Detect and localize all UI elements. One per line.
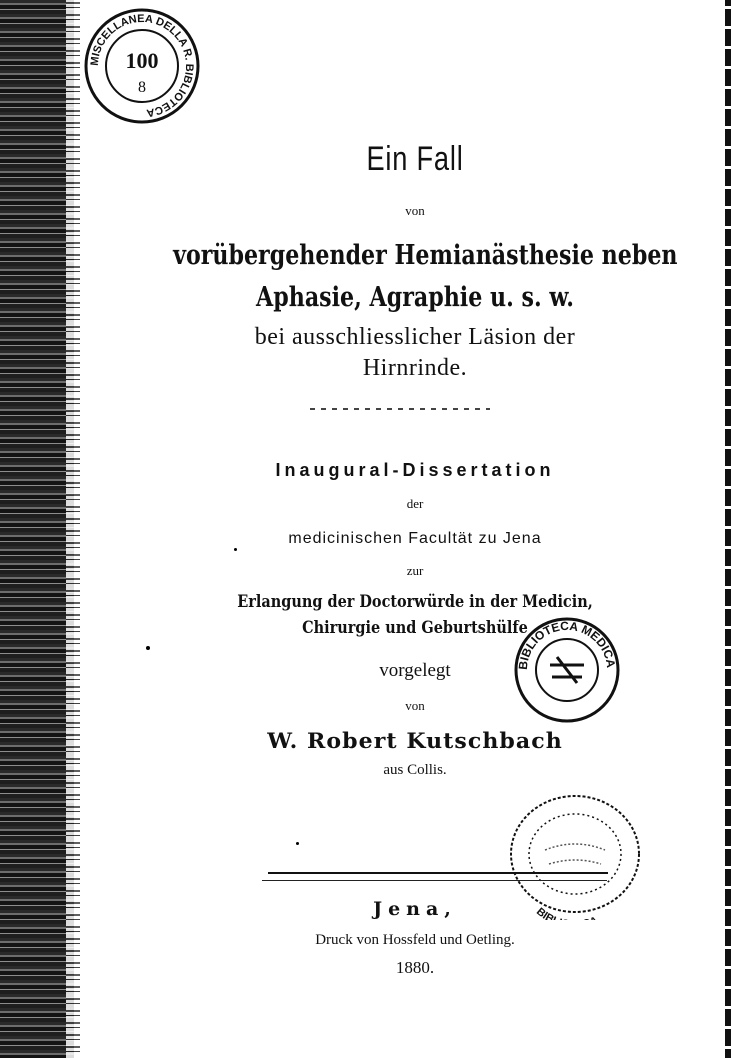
right-page-edge [725,0,731,1058]
stamp-number: 100 [125,48,159,73]
dissertation-von: von [405,698,425,713]
ink-speck [234,548,237,551]
title-connector: von [405,203,425,218]
dissertation-faculty: medicinischen Facultät zu Jena [288,530,542,547]
dissertation-purpose-1: Erlangung der Doctorwürde in der Medicin, [237,592,593,612]
imprint-rule-top [268,872,608,874]
title-line-3: vorübergehender Hemianästhesie neben [173,240,678,271]
author-name: W. Robert Kutschbach [267,728,563,753]
dissertation-purpose-2: Chirurgie und Geburtshülfe [302,618,528,638]
author-origin: aus Collis. [383,762,447,778]
ink-speck [146,646,150,650]
title-line-5: bei ausschliesslicher Läsion der [254,324,576,350]
dissertation-heading: Inaugural-Dissertation [275,460,555,480]
dissertation-zur: zur [406,563,424,578]
stamp-ring-text: MISCELLANEA DELLA R. BIBLIOTECA [88,12,196,119]
stamp-ring-text: BIB [533,905,556,920]
imprint-place: Jena, [373,898,457,920]
page-binding-edge [66,0,80,1058]
dissertation-vorgelegt: vorgelegt [379,660,451,681]
title-line-1: Ein Fall [366,140,464,178]
medical-library-stamp-icon [512,615,622,725]
title-line-4: Aphasie, Agraphie u. s. w. [256,282,574,313]
book-spine-edge [0,0,74,1058]
svg-text:BIBLIOTECA MEDICA [516,619,618,671]
ink-speck [296,842,299,845]
stamp-ring-text: BIBLIOTECA MEDICA [515,618,619,671]
ornamental-divider [310,408,490,410]
imprint-rule-bottom [262,880,607,881]
dissertation-der: der [406,496,424,511]
imprint-printer: Druck von Hossfeld und Oetling. [315,932,515,948]
imprint-year: 1880. [395,958,435,977]
stamp-subnumber: 8 [138,79,146,96]
library-stamp-icon [82,6,202,126]
title-line-6: Hirnrinde. [362,355,468,381]
